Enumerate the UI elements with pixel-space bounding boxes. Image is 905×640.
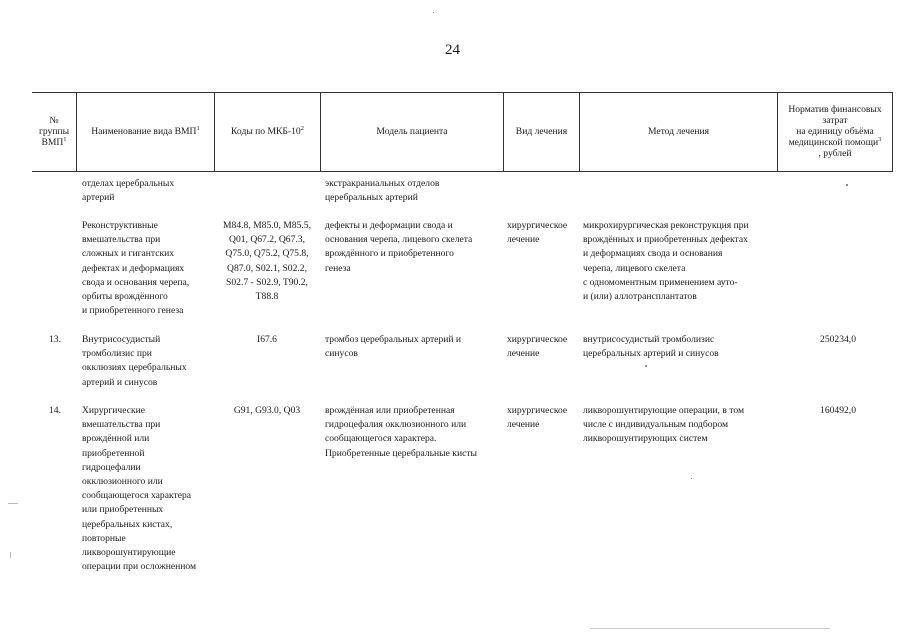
header-vmp-name: Наименование вида ВМП$^1$ bbox=[91, 125, 200, 137]
column-divider bbox=[892, 92, 893, 172]
row-model: дефекты и деформации свода и основания черепа, лицевого скелета врождённого и приобретенного генеза bbox=[325, 220, 473, 274]
header-treatment-type: Вид лечения bbox=[515, 126, 568, 137]
scan-speck bbox=[590, 628, 830, 629]
header-group-number: № группы ВМП$^1$ bbox=[38, 115, 70, 148]
row-name: Хирургические вмешательства при врождённой или приобретенной гидроцефалии окклюзионного или сообщающегося характера или приобретенных церебральных кистах, повторные ликворошунтирующие операции при осложненном bbox=[82, 405, 197, 573]
scan-speck bbox=[10, 552, 11, 558]
row-cost: 250234,0 bbox=[820, 334, 856, 345]
row-model: врождённая или приобретенная гидроцефалия окклюзионного или сообщающегося характера. Приобретенные церебральные кисты bbox=[325, 405, 477, 459]
row-method: микрохирургическая реконструкция при врождённых и приобретенных дефектах и деформациях свода и основания черепа, лицевого скелета с одномоментным применением ауто- и (или) аллотрансплантатов bbox=[583, 220, 749, 303]
row-model: экстракраниальных отделов церебральных артерий bbox=[325, 178, 440, 204]
row-name: Внутрисосудистый тромболизис при окклюзиях церебральных артерий и синусов bbox=[82, 334, 187, 388]
row-type: хирургическое лечение bbox=[507, 220, 568, 246]
row-type: хирургическое лечение bbox=[507, 405, 568, 431]
scan-speck bbox=[846, 184, 848, 186]
header-patient-model: Модель пациента bbox=[376, 126, 448, 137]
row-cost: 160492,0 bbox=[820, 405, 856, 416]
scan-speck bbox=[433, 12, 434, 13]
scan-speck bbox=[645, 365, 647, 367]
row-name: отделах церебральных артерий bbox=[82, 178, 175, 204]
row-type: хирургическое лечение bbox=[507, 334, 568, 360]
row-codes: I67.6 bbox=[257, 334, 277, 345]
header-bottom-border bbox=[32, 171, 893, 172]
page-number: 24 bbox=[445, 42, 460, 58]
row-number: 14. bbox=[49, 405, 61, 416]
row-model: тромбоз церебральных артерий и синусов bbox=[325, 334, 462, 360]
row-method: ликворошунтирующие операции, в том числе с индивидуальным подбором ликворошунтирующих систем bbox=[583, 405, 745, 445]
header-icd-codes: Коды по МКБ-$10^2$ bbox=[231, 125, 304, 137]
header-cost-norm: Норматив финансовых затрат на единицу объёма медицинской помощи$^3$ , рублей bbox=[788, 104, 882, 159]
row-name: Реконструктивные вмешательства при сложных и гигантских дефектах и деформациях свода и основания черепа, орбиты врождённого и приобретенного генеза bbox=[82, 220, 190, 317]
row-codes: M84.8, M85.0, M85.5, Q01, Q67.2, Q67.3, Q75.0, Q75.2, Q75.8, Q87.0, S02.1, S02.2, S02.7 - S02.9, T90.2, T88.8 bbox=[223, 220, 311, 303]
scan-speck bbox=[691, 478, 692, 479]
header-treatment-method: Метод лечения bbox=[647, 126, 710, 137]
row-codes: G91, G93.0, Q03 bbox=[233, 405, 301, 416]
row-number: 13. bbox=[49, 334, 61, 345]
row-method: внутрисосудистый тромболизис церебральных артерий и синусов bbox=[583, 334, 719, 360]
scan-speck bbox=[8, 503, 18, 504]
